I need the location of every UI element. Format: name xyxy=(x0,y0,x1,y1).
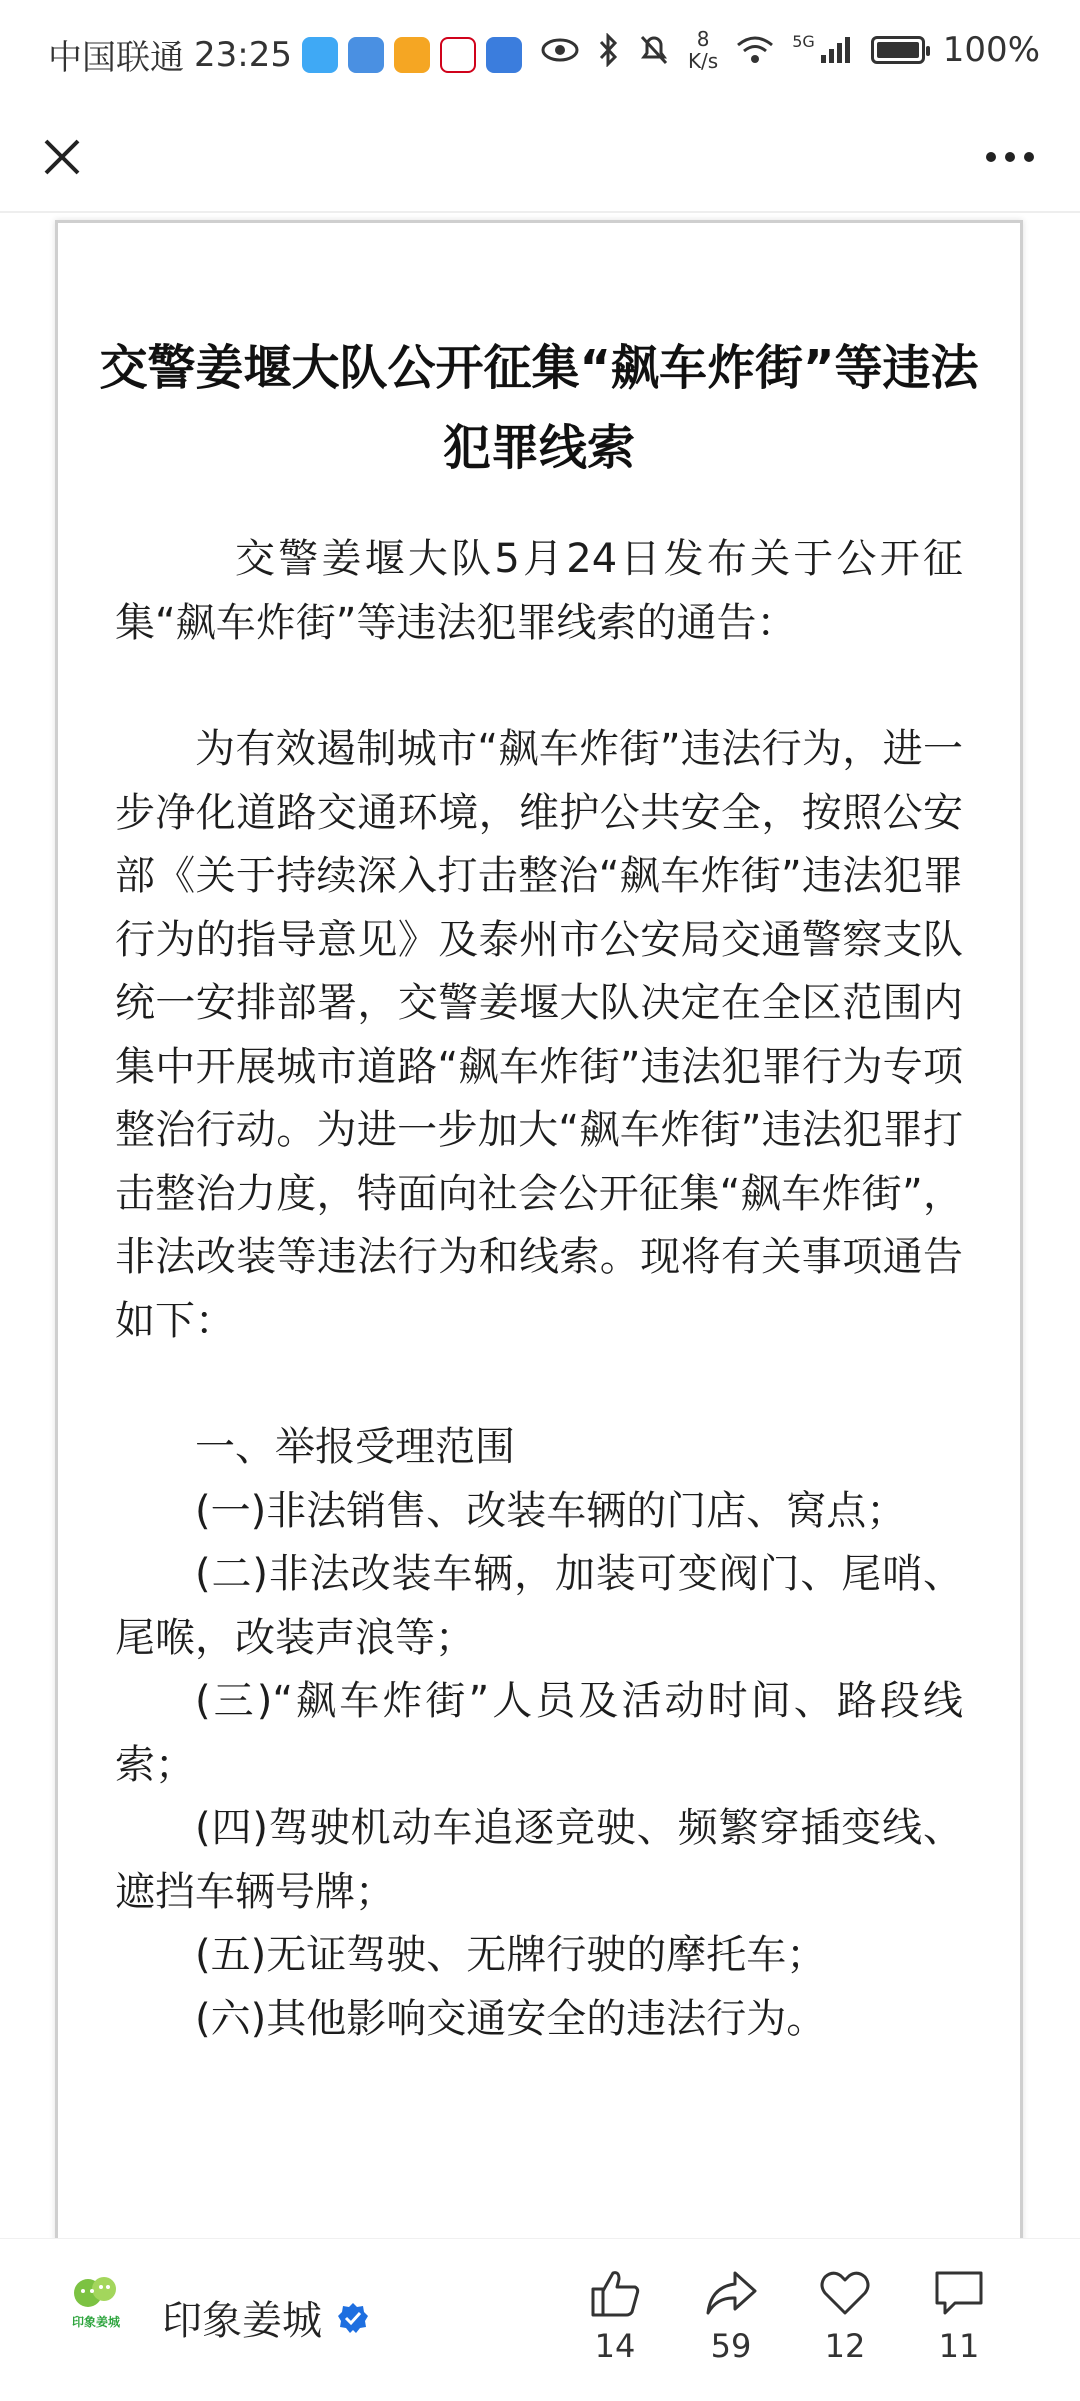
notification-app-icon xyxy=(394,37,430,73)
signal-type: 5G xyxy=(792,31,815,51)
comment-count: 11 xyxy=(938,2327,980,2365)
verified-badge-icon xyxy=(336,2301,370,2335)
account-name-row[interactable] xyxy=(162,2289,370,2346)
favorite-count: 12 xyxy=(824,2327,866,2365)
list-item: (五)无证驾驶、无牌行驶的摩托车； xyxy=(195,1932,827,1978)
like-button[interactable] xyxy=(570,2267,660,2365)
account-logo-icon xyxy=(68,2271,124,2315)
battery-icon xyxy=(871,36,925,64)
article-image-frame xyxy=(55,220,1023,2260)
account-logo-text: 印象姜城 xyxy=(71,2315,120,2329)
more-options-button[interactable] xyxy=(970,125,1050,189)
status-bar xyxy=(0,0,1080,105)
carrier-name: 中国联通 xyxy=(48,38,184,78)
net-speed-unit: K/s xyxy=(687,49,719,73)
report-scope-section xyxy=(115,1416,963,2051)
status-left xyxy=(48,30,522,79)
article-title: 交警姜堰大队公开征集“飙车炸街”等违法犯罪线索 xyxy=(99,340,979,476)
mute-bell-icon xyxy=(638,33,670,67)
close-button[interactable] xyxy=(30,125,94,189)
share-button[interactable] xyxy=(686,2267,776,2365)
comment-button[interactable] xyxy=(914,2267,1004,2365)
list-item: (一)非法销售、改装车辆的门店、窝点； xyxy=(195,1487,907,1534)
account-name: 印象姜城 xyxy=(162,2298,322,2344)
account-avatar[interactable] xyxy=(60,2271,132,2343)
more-icon xyxy=(986,152,996,162)
favorite-button[interactable] xyxy=(800,2267,890,2365)
network-speed xyxy=(688,28,718,72)
article-paragraph: 为有效遏制城市“飙车炸街”违法行为，进一步净化道路交通环境，维护公共安全，按照公安部《关于持续深入打击整治“飙车炸街”违法犯罪行为的指导意见》及泰州市公安局交通警察支队统一安排部署，交警姜堰大队决定在全区范围内集中开展城市道路“飙车炸街”违法犯罪行为专项整治行动。为进一步加大“飙车炸街”违法犯罪打击整治力度，特面向社会公开征集“飙车炸街”，非法改装等违法行为和线索。现将有关事项通告如下： xyxy=(115,726,963,1344)
share-count: 59 xyxy=(710,2327,752,2365)
comment-bubble-icon xyxy=(931,2267,987,2319)
section-heading: 一、举报受理范围 xyxy=(195,1424,515,1470)
net-speed-value: 8 xyxy=(696,27,710,51)
battery-percent: 100% xyxy=(942,30,1040,70)
list-item: (四)驾驶机动车追逐竞驶、频繁穿插变线、遮挡车辆号牌； xyxy=(115,1805,963,1915)
more-icon-dot xyxy=(1005,152,1015,162)
clock: 23:25 xyxy=(194,34,292,75)
bluetooth-icon xyxy=(598,33,620,67)
heart-icon xyxy=(817,2267,873,2319)
more-icon-dot xyxy=(1024,152,1034,162)
notification-app-icon xyxy=(486,37,522,73)
eye-icon xyxy=(540,36,580,64)
share-arrow-icon xyxy=(703,2267,759,2319)
notification-app-icon xyxy=(440,37,476,73)
battery-level-fill xyxy=(877,42,919,58)
article-body xyxy=(115,528,963,2051)
close-icon xyxy=(42,137,82,177)
bottom-action-bar xyxy=(0,2238,1080,2401)
like-count: 14 xyxy=(594,2327,636,2365)
top-nav-bar xyxy=(0,105,1080,213)
article-paragraph: 交警姜堰大队5月24日发布关于公开征集“飙车炸街”等违法犯罪线索的通告： xyxy=(115,536,963,646)
list-item: (六)其他影响交通安全的违法行为。 xyxy=(195,1995,827,2042)
thumbs-up-icon xyxy=(587,2267,643,2319)
list-item: (三)“飙车炸街”人员及活动时间、路段线索； xyxy=(115,1678,963,1788)
wifi-icon xyxy=(736,35,774,65)
signal-strength-icon xyxy=(819,35,853,65)
notification-app-icon xyxy=(302,37,338,73)
list-item: (二)非法改装车辆，加装可变阀门、尾哨、尾喉，改装声浪等； xyxy=(115,1551,963,1661)
status-right xyxy=(540,28,1040,72)
notification-app-icon xyxy=(348,37,384,73)
